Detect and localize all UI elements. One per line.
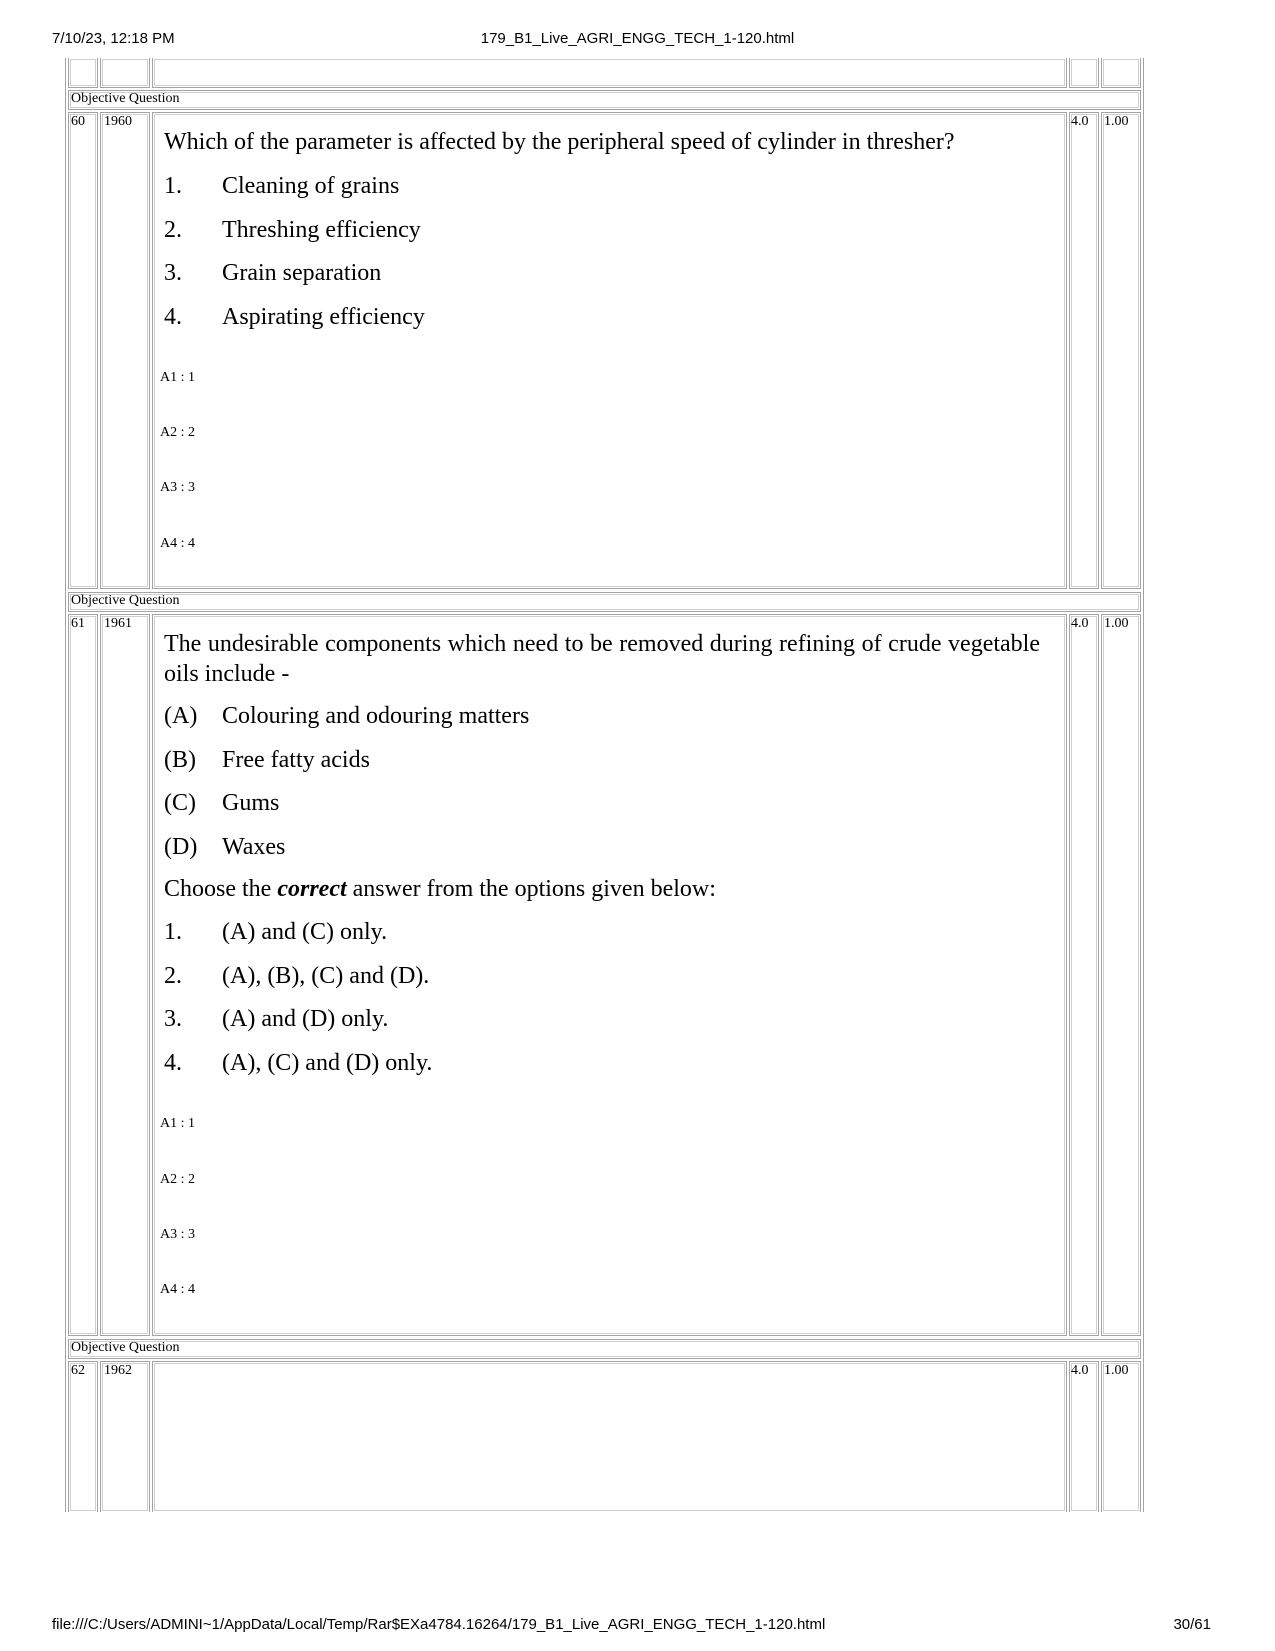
question-marks: 4.0 — [1071, 616, 1089, 631]
option-number: 4. — [164, 1050, 182, 1076]
answer-option: A4 : 4 — [160, 536, 195, 551]
question-negative-cell — [1101, 112, 1141, 589]
option-number: 3. — [164, 1006, 182, 1032]
question-id-cell — [100, 614, 150, 1336]
question-sno-cell — [68, 1361, 98, 1512]
print-page-number: 30/61 — [1173, 1616, 1211, 1633]
option-text: Grain separation — [222, 260, 382, 286]
prev-qid-cell — [100, 58, 150, 88]
instruction-post: answer from the options given below: — [346, 876, 716, 902]
statement-text: Gums — [222, 790, 280, 816]
option-number: 1. — [164, 173, 182, 199]
prev-negative-cell — [1101, 58, 1141, 88]
question-marks-cell — [1069, 1361, 1099, 1512]
answer-option: A4 : 4 — [160, 1282, 195, 1297]
prev-marks-cell — [1069, 58, 1099, 88]
statement-label: (A) — [164, 703, 198, 729]
statement-list — [164, 701, 1054, 881]
question-sno-cell — [68, 112, 98, 589]
question-negative: 1.00 — [1104, 616, 1129, 631]
answer-option: A2 : 2 — [160, 1172, 195, 1187]
question-negative-cell — [1101, 1361, 1141, 1512]
question-id: 1960 — [104, 114, 132, 129]
statement-label: (B) — [164, 747, 196, 773]
answer-option: A1 : 1 — [160, 1116, 195, 1131]
statement-label: (C) — [164, 790, 196, 816]
answer-option: A3 : 3 — [160, 480, 195, 495]
question-negative: 1.00 — [1104, 1363, 1129, 1378]
statement-text: Colouring and odouring matters — [222, 703, 530, 729]
option-text: Threshing efficiency — [222, 217, 421, 243]
instruction-emphasis: correct — [277, 876, 347, 902]
question-id-cell — [100, 1361, 150, 1512]
option-list — [164, 171, 1054, 351]
question-sno-cell — [68, 614, 98, 1336]
answer-option: A2 : 2 — [160, 425, 195, 440]
section-label: Objective Question — [71, 1340, 180, 1355]
question-id: 1962 — [104, 1363, 132, 1378]
statement-label: (D) — [164, 834, 198, 860]
question-sno: 60 — [71, 114, 85, 129]
question-body-cell — [152, 1361, 1067, 1512]
question-marks: 4.0 — [1071, 114, 1089, 129]
option-text: (A) and (C) only. — [222, 919, 388, 945]
option-number: 2. — [164, 963, 182, 989]
prev-sno-cell — [68, 58, 98, 88]
print-header — [0, 30, 1275, 50]
option-text: Cleaning of grains — [222, 173, 400, 199]
statement-text: Waxes — [222, 834, 286, 860]
section-label-cell — [68, 1339, 1141, 1359]
section-label: Objective Question — [71, 593, 180, 608]
question-id: 1961 — [104, 616, 132, 631]
statement-text: Free fatty acids — [222, 747, 370, 773]
question-negative-cell — [1101, 614, 1141, 1336]
question-negative: 1.00 — [1104, 114, 1129, 129]
instruction-pre: Choose the — [164, 876, 278, 902]
section-label: Objective Question — [71, 91, 180, 106]
question-id-cell — [100, 112, 150, 589]
print-document-title: 179_B1_Live_AGRI_ENGG_TECH_1-120.html — [480, 30, 795, 47]
print-footer — [0, 1616, 1275, 1636]
instruction-line — [164, 874, 1054, 904]
question-marks: 4.0 — [1071, 1363, 1089, 1378]
option-text: Aspirating efficiency — [222, 304, 425, 330]
option-number: 4. — [164, 304, 182, 330]
table-frame-right — [1143, 58, 1144, 1512]
question-sno: 62 — [71, 1363, 85, 1378]
question-sno: 61 — [71, 616, 85, 631]
question-text: Which of the parameter is affected by the peripheral speed of cylinder in thresher? — [164, 129, 955, 155]
question-marks-cell — [1069, 614, 1099, 1336]
question-text: The undesirable components which need to be removed during refining of crude vegetable oils include - — [164, 631, 1040, 687]
table-frame-left — [65, 58, 66, 1512]
option-list — [164, 917, 1054, 1097]
section-label-cell — [68, 592, 1141, 612]
option-text: (A) and (D) only. — [222, 1006, 389, 1032]
prev-question-cell — [152, 58, 1067, 88]
option-text: (A), (B), (C) and (D). — [222, 963, 430, 989]
option-number: 1. — [164, 919, 182, 945]
answer-option: A3 : 3 — [160, 1227, 195, 1242]
option-number: 3. — [164, 260, 182, 286]
print-file-path: file:///C:/Users/ADMINI~1/AppData/Local/Temp/Rar$EXa4784.16264/179_B1_Live_AGRI_ENGG_TECH_1-120.html — [52, 1616, 826, 1633]
question-marks-cell — [1069, 112, 1099, 589]
section-label-cell — [68, 90, 1141, 110]
print-datetime: 7/10/23, 12:18 PM — [52, 30, 175, 47]
option-text: (A), (C) and (D) only. — [222, 1050, 433, 1076]
option-number: 2. — [164, 217, 182, 243]
answer-option: A1 : 1 — [160, 370, 195, 385]
